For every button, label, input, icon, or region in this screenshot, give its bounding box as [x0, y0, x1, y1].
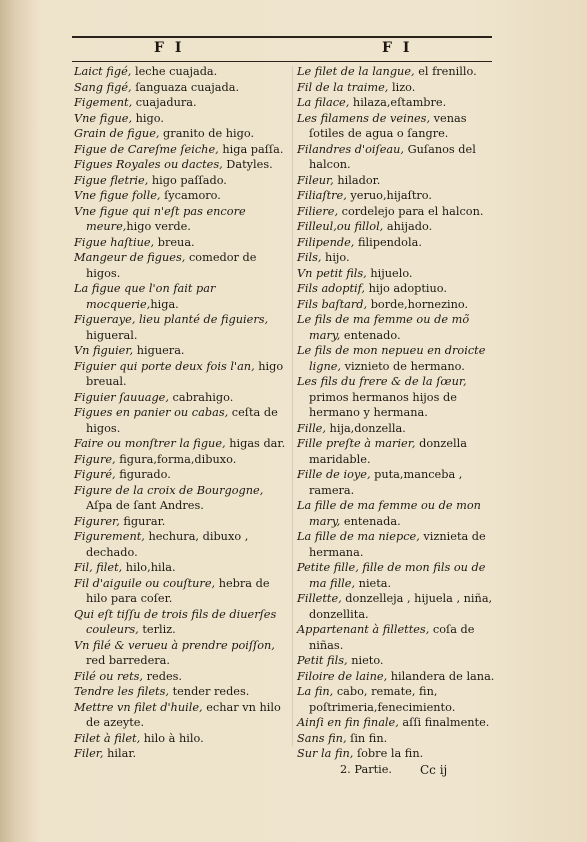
entry-headword: Figues en panier ou cabas, [74, 406, 229, 419]
entry-translation: el frenillo. [414, 65, 477, 78]
entry-headword: Filiaſtre, [297, 189, 347, 202]
dictionary-entry [297, 266, 502, 282]
entry-translation: higuera. [133, 344, 185, 357]
dictionary-entry [297, 421, 502, 437]
entry-translation: hilaza,eſtambre. [349, 96, 447, 109]
entry-translation: entenada. [340, 514, 401, 528]
entry-translation: figurado. [115, 468, 171, 481]
entry-headword: Fil d'aiguile ou couſture, [74, 576, 216, 590]
entry-translation: hilador. [333, 173, 381, 187]
dictionary-entry [74, 560, 288, 576]
entry-translation: figura,forma,dibuxo. [115, 452, 237, 466]
dictionary-entry [297, 111, 502, 142]
entry-translation: higo. [132, 111, 164, 125]
dictionary-entry [74, 731, 288, 747]
dictionary-entry [297, 653, 502, 669]
entry-headword: Qui eſt tiſſu de trois fils de diuerſes couleurs, [74, 607, 277, 636]
dictionary-entry [297, 591, 502, 622]
entry-translation: donzelleja , hijuela , niña, donzellita. [309, 592, 493, 621]
dictionary-entry [74, 111, 288, 127]
dictionary-entry [297, 80, 502, 96]
dictionary-entry [297, 622, 502, 653]
entry-headword: Filleul,ou fillol, [297, 220, 384, 233]
dictionary-entry [74, 188, 288, 204]
entry-headword: Le filet de la langue, [297, 65, 415, 78]
entry-translation: hija,donzella. [325, 421, 406, 435]
dictionary-entry [74, 483, 288, 514]
entry-headword: La fille de ma niepce, [297, 530, 420, 543]
entry-headword: Fils adoptif, [297, 282, 365, 295]
entry-headword: Fillette, [297, 592, 342, 605]
dictionary-entry [297, 746, 502, 762]
dictionary-entry [74, 452, 288, 468]
entry-headword: Figue de Careſme ſeiche, [74, 142, 219, 156]
entry-headword: Sur la fin, [297, 747, 354, 760]
entry-translation: borde,hornezino. [367, 297, 469, 311]
dictionary-entry [297, 188, 502, 204]
entry-headword: Fil de la traime, [297, 80, 389, 94]
entry-translation: puta,manceba , ramera. [309, 468, 463, 497]
entry-translation: cabrahigo. [168, 390, 234, 404]
dictionary-entry [297, 297, 502, 313]
right-column [297, 64, 502, 762]
dictionary-entry [74, 405, 288, 436]
dictionary-entry [297, 715, 502, 731]
left-column [74, 64, 288, 762]
dictionary-entry [74, 576, 288, 607]
dictionary-entry [74, 607, 288, 638]
entry-translation: higa. [150, 297, 179, 311]
entry-headword: La fille de ma femme ou de mon mary, [297, 499, 481, 528]
entry-translation: higo breual. [86, 359, 284, 388]
dictionary-entry [297, 560, 502, 591]
entry-headword: Filipende, [297, 235, 355, 249]
dictionary-entry [297, 250, 502, 266]
dictionary-entry [74, 467, 288, 483]
entry-translation: yeruo,hijaſtro. [346, 189, 432, 202]
entry-headword: Filet à filet, [74, 731, 141, 745]
dictionary-entry [74, 173, 288, 189]
entry-translation: hilar. [103, 747, 137, 760]
dictionary-entry [297, 204, 502, 220]
entry-translation: venas ſotiles de agua o ſangre. [309, 111, 467, 140]
entry-headword: Figuier ſauuage, [74, 390, 169, 404]
entry-translation: ſanguaza cuajada. [131, 80, 240, 94]
dictionary-entry [297, 281, 502, 297]
entry-translation: hechura, dibuxo , dechado. [86, 530, 249, 559]
entry-translation: higo verde. [126, 220, 191, 233]
entry-headword: Grain de figue, [74, 127, 160, 140]
entry-translation: donzella maridable. [309, 437, 467, 466]
footer-part: 2. Partie. [340, 763, 393, 776]
dictionary-entry [297, 529, 502, 560]
entry-translation: cordelejo para el halcon. [338, 204, 484, 218]
entry-translation: hijo. [321, 251, 350, 264]
entry-translation: ſobre la fin. [353, 747, 424, 760]
entry-translation: hilo à hilo. [140, 731, 204, 745]
entry-translation: tender redes. [168, 685, 250, 698]
entry-headword: Figues Royales ou dactes, [74, 158, 223, 171]
entry-headword: Les fils du frere & de la ſœur, [297, 375, 467, 388]
entry-translation: terliz. [138, 623, 176, 636]
entry-translation: ceſta de higos. [86, 406, 278, 435]
entry-headword: Figue haſtiue, [74, 235, 155, 249]
entry-headword: Fille, [297, 421, 326, 435]
dictionary-entry [74, 436, 288, 452]
entry-translation: cuajadura. [132, 96, 197, 109]
entry-headword: Figueraye, lieu planté de figuiers, [74, 313, 269, 326]
entry-headword: Laict figé, [74, 65, 132, 78]
entry-headword: Petite fille, fille de mon fils ou de ma fille, [297, 561, 486, 590]
entry-headword: Vne figue folle, [74, 189, 161, 202]
dictionary-entry [297, 235, 502, 251]
footer-signature: Cc ij [420, 763, 448, 777]
entry-translation: hijuelo. [366, 266, 413, 280]
dictionary-entry [74, 390, 288, 406]
entry-headword: Ainſi en fin finale, [297, 716, 399, 729]
entry-translation: lizo. [388, 80, 416, 94]
dictionary-entry [74, 204, 288, 235]
dictionary-entry [297, 467, 502, 498]
dictionary-entry [74, 669, 288, 685]
entry-translation: comedor de higos. [86, 251, 257, 280]
dictionary-entry [74, 126, 288, 142]
entry-headword: Tendre les filets, [74, 685, 169, 698]
entry-translation: breua. [154, 235, 195, 249]
entry-translation: cabo, remate, fin, poſtrimeria,fenecimiento. [309, 685, 456, 714]
entry-headword: Appartenant à fillettes, [297, 623, 430, 636]
header-right-letters: F I [382, 40, 413, 56]
header-left-letters: F I [154, 40, 185, 56]
entry-headword: Faire ou monſtrer la figue, [74, 437, 226, 450]
entry-translation: entenado. [340, 328, 401, 342]
entry-headword: Filandres d'oiſeau, [297, 142, 405, 156]
entry-translation: ſin fin. [346, 731, 388, 745]
entry-headword: Figurer, [74, 514, 120, 528]
header-rule-top [72, 36, 492, 38]
entry-headword: Figuier qui porte deux fois l'an, [74, 359, 255, 373]
dictionary-entry [74, 95, 288, 111]
entry-headword: Figurement, [74, 530, 145, 543]
dictionary-entry [297, 142, 502, 173]
dictionary-entry [297, 64, 502, 80]
dictionary-entry [74, 142, 288, 158]
entry-translation: viznieta de hermana. [309, 530, 486, 559]
entry-translation: coſa de niñas. [309, 623, 475, 652]
dictionary-entry [74, 359, 288, 390]
entry-translation: higas dar. [225, 437, 286, 450]
entry-translation: echar vn hilo de azeyte. [86, 700, 281, 729]
entry-headword: Sans fin, [297, 731, 347, 745]
entry-translation: higueral. [86, 328, 138, 342]
entry-headword: Filer, [74, 747, 104, 760]
dictionary-entry [74, 250, 288, 281]
entry-headword: La filace, [297, 96, 350, 109]
dictionary-entry [297, 498, 502, 529]
entry-translation: hilo,hila. [122, 561, 176, 574]
dictionary-entry [297, 684, 502, 715]
dictionary-entry [74, 700, 288, 731]
entry-headword: Le fils de ma femme ou de mõ mary, [297, 313, 470, 342]
dictionary-entry [297, 436, 502, 467]
dictionary-entry [74, 638, 288, 669]
column-divider [292, 66, 293, 746]
dictionary-entry [74, 529, 288, 560]
entry-headword: Vn petit fils, [297, 266, 367, 280]
dictionary-entry [74, 312, 288, 343]
dictionary-entry [74, 684, 288, 700]
entry-translation: red barredera. [86, 654, 171, 667]
dictionary-entry [297, 219, 502, 235]
entry-translation: higo paſſado. [148, 173, 227, 187]
entry-translation: redes. [143, 669, 183, 683]
entry-headword: La figue que l'on fait par mocquerie, [74, 282, 216, 311]
entry-translation: nieta. [355, 576, 392, 590]
dictionary-entry [297, 731, 502, 747]
page-footer [310, 763, 510, 781]
dictionary-entry [297, 95, 502, 111]
entry-translation: viznieto de hermano. [341, 359, 465, 373]
entry-translation: Guſanos del halcon. [309, 142, 476, 171]
entry-headword: Figement, [74, 96, 133, 109]
entry-headword: Vne figue qui n'eſt pas encore meure, [74, 204, 246, 233]
dictionary-entry [74, 514, 288, 530]
entry-headword: Figure, [74, 452, 116, 466]
entry-headword: Le fils de mon nepueu en droicte ligne, [297, 344, 486, 373]
entry-headword: Fils baſtard, [297, 297, 368, 311]
header-rule-bottom [72, 61, 492, 62]
entry-translation: aſſi finalmente. [398, 716, 490, 729]
entry-headword: Fils, [297, 251, 322, 264]
entry-translation: hilandera de lana. [387, 669, 495, 683]
entry-headword: Filé ou rets, [74, 669, 144, 683]
entry-headword: Vn figuier, [74, 344, 134, 357]
entry-translation: Aſpa de ſant Andres. [86, 499, 204, 512]
entry-headword: Mettre vn filet d'huile, [74, 700, 203, 714]
dictionary-entry [74, 64, 288, 80]
dictionary-entry [297, 374, 502, 421]
entry-translation: ahijado. [383, 220, 433, 233]
entry-headword: Filiere, [297, 204, 339, 218]
entry-translation: primos hermanos hijos de hermano y hermana. [309, 390, 457, 419]
entry-translation: Datyles. [222, 158, 273, 171]
dictionary-entry [74, 746, 288, 762]
entry-headword: Fille de ioye, [297, 468, 371, 481]
entry-translation: nieto. [347, 654, 384, 667]
dictionary-entry [74, 80, 288, 96]
dictionary-entry [74, 235, 288, 251]
dictionary-entry [74, 343, 288, 359]
entry-translation: higa paſſa. [218, 142, 284, 156]
entry-headword: Fille preſte à marier, [297, 437, 416, 450]
dictionary-entry [297, 343, 502, 374]
entry-translation: ſycamoro. [160, 189, 221, 202]
entry-headword: Figure de la croix de Bourgogne, [74, 483, 264, 497]
entry-headword: Fileur, [297, 173, 334, 187]
entry-headword: Mangeur de figues, [74, 251, 186, 264]
entry-translation: granito de higo. [159, 127, 255, 140]
entry-headword: Sang figé, [74, 80, 132, 94]
entry-translation: hebra de hilo para coſer. [86, 576, 270, 605]
entry-translation: hijo adoptiuo. [364, 282, 447, 295]
entry-translation: filipendola. [354, 235, 422, 249]
entry-headword: Vne figue, [74, 111, 133, 125]
entry-headword: Vn filé & verueu à prendre poiſſon, [74, 638, 275, 652]
dictionary-entry [297, 669, 502, 685]
entry-translation: leche cuajada. [131, 65, 218, 78]
entry-translation: figurar. [119, 514, 166, 528]
entry-headword: Les filamens de veines, [297, 111, 431, 125]
dictionary-entry [74, 281, 288, 312]
dictionary-entry [297, 173, 502, 189]
dictionary-entry [297, 312, 502, 343]
entry-headword: Figue fletrie, [74, 173, 149, 187]
entry-headword: La fin, [297, 685, 334, 698]
entry-headword: Petit fils, [297, 654, 348, 667]
dictionary-entry [74, 157, 288, 173]
running-header [72, 36, 492, 62]
entry-headword: Figuré, [74, 468, 116, 481]
entry-headword: Filoire de laine, [297, 669, 388, 683]
entry-headword: Fil, filet, [74, 561, 123, 574]
